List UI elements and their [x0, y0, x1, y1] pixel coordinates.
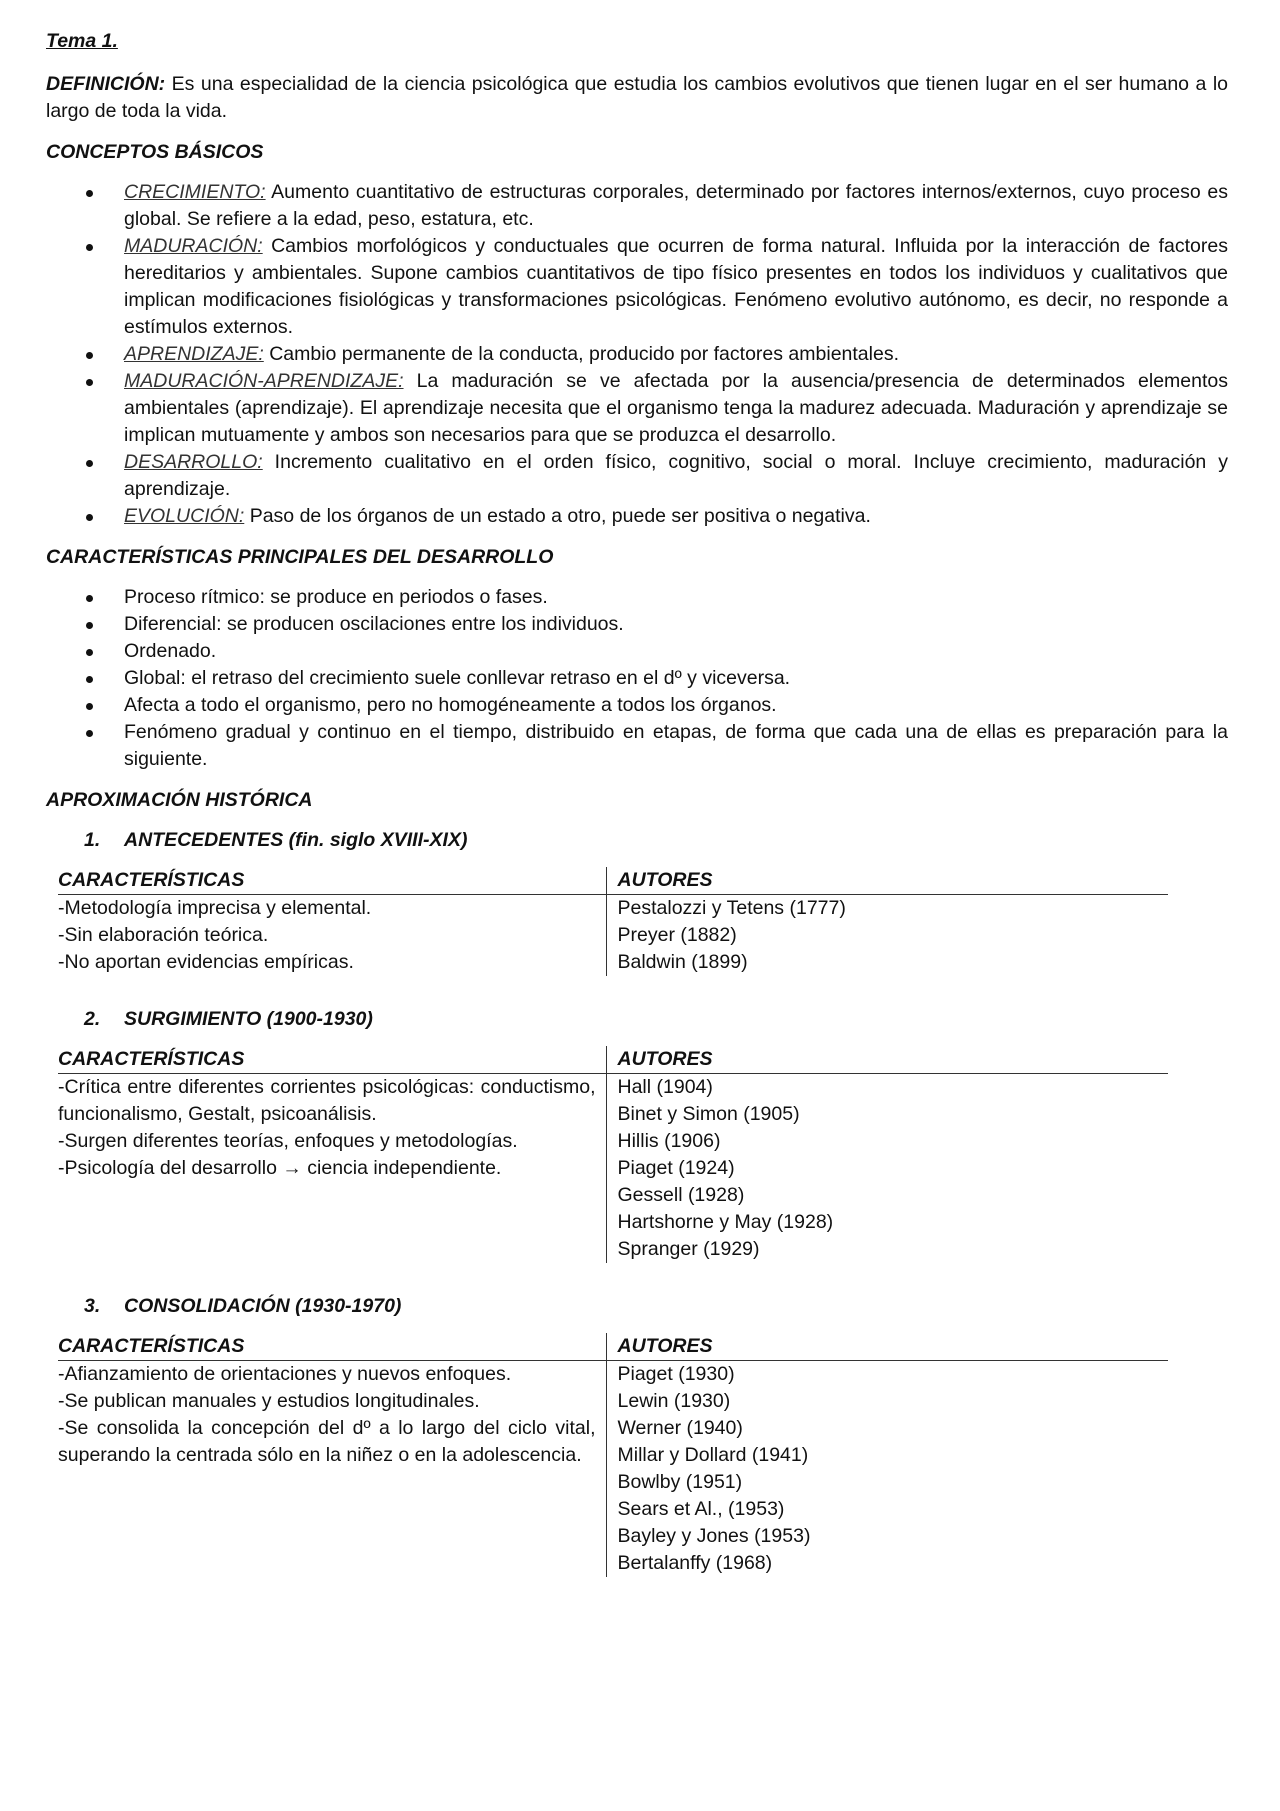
- caracteristicas-heading: CARACTERÍSTICAS PRINCIPALES DEL DESARROLLO: [46, 546, 554, 568]
- author-line: Baldwin (1899): [617, 951, 748, 973]
- section-title: CONSOLIDACIÓN (1930-1970): [124, 1295, 402, 1317]
- history-table: [58, 867, 1168, 976]
- definition-paragraph: [46, 71, 1228, 125]
- author-line: Hillis (1906): [617, 1130, 721, 1152]
- concept-text: Cambio permanente de la conducta, producido por factores ambientales.: [263, 343, 899, 365]
- list-item: [124, 503, 1228, 530]
- feature-line: -Se publican manuales y estudios longitudinales.: [58, 1390, 480, 1412]
- feature-line: -Sin elaboración teórica.: [58, 924, 269, 946]
- concept-term: MADURACIÓN-APRENDIZAJE:: [124, 370, 404, 392]
- list-item: [124, 449, 1228, 503]
- history-section-heading: [46, 1293, 1228, 1320]
- section-number: 1.: [84, 829, 101, 851]
- caracteristicas-list: [46, 584, 1228, 773]
- concept-text: Cambios morfológicos y conductuales que ocurren de forma natural. Influida por la interacción de factores hereditarios y ambientales. Supone cambios cuantitativos de tipo físico presentes en todos los individuos y cualitativos que implican modificaciones fisiológicas y transformaciones psicológicas. Fenómeno evolutivo autónomo, es decir, no responde a estímulos externos.: [124, 235, 1228, 338]
- author-line: Spranger (1929): [617, 1238, 760, 1260]
- list-item: Global: el retraso del crecimiento suele conllevar retraso en el dº y viceversa.: [124, 665, 1228, 692]
- conceptos-heading: CONCEPTOS BÁSICOS: [46, 141, 264, 163]
- document-title: Tema 1.: [46, 30, 118, 52]
- authors-cell: [606, 895, 1168, 977]
- concept-term: APRENDIZAJE:: [124, 343, 264, 365]
- feature-line: -Psicología del desarrollo → ciencia independiente.: [58, 1157, 502, 1179]
- table-row: [58, 1361, 1168, 1578]
- author-line: Sears et Al., (1953): [617, 1498, 785, 1520]
- concept-term: EVOLUCIÓN:: [124, 505, 245, 527]
- author-line: Piaget (1930): [617, 1363, 735, 1385]
- list-item: Ordenado.: [124, 638, 1228, 665]
- author-line: Werner (1940): [617, 1417, 743, 1439]
- list-item: [124, 368, 1228, 449]
- section-number: 3.: [84, 1295, 101, 1317]
- column-header-autores: AUTORES: [606, 1333, 1168, 1361]
- author-line: Millar y Dollard (1941): [617, 1444, 809, 1466]
- concept-term: MADURACIÓN:: [124, 235, 263, 257]
- concept-text: Paso de los órganos de un estado a otro, puede ser positiva o negativa.: [244, 505, 871, 527]
- history-section-heading: [46, 1006, 1228, 1033]
- history-table: [58, 1333, 1168, 1577]
- list-item: Fenómeno gradual y continuo en el tiempo, distribuido en etapas, de forma que cada una de ellas es preparación para la siguiente.: [124, 719, 1228, 773]
- author-line: Bowlby (1951): [617, 1471, 743, 1493]
- author-line: Hall (1904): [617, 1076, 713, 1098]
- features-cell: [58, 1361, 606, 1578]
- history-table: [58, 1046, 1168, 1263]
- feature-line: -Afianzamiento de orientaciones y nuevos enfoques.: [58, 1363, 512, 1385]
- author-line: Bayley y Jones (1953): [617, 1525, 811, 1547]
- list-item: [124, 233, 1228, 341]
- concept-text: Incremento cualitativo en el orden físico, cognitivo, social o moral. Incluye crecimiento, maduración y aprendizaje.: [124, 451, 1228, 500]
- conceptos-list: [46, 179, 1228, 530]
- author-line: Bertalanffy (1968): [617, 1552, 773, 1574]
- section-title: ANTECEDENTES (fin. siglo XVIII-XIX): [124, 829, 468, 851]
- feature-line: -No aportan evidencias empíricas.: [58, 951, 354, 973]
- list-item: Diferencial: se producen oscilaciones entre los individuos.: [124, 611, 1228, 638]
- authors-cell: [606, 1074, 1168, 1264]
- feature-line: -Metodología imprecisa y elemental.: [58, 897, 372, 919]
- column-header-autores: AUTORES: [606, 867, 1168, 895]
- table-row: [58, 895, 1168, 977]
- author-line: Gessell (1928): [617, 1184, 745, 1206]
- author-line: Pestalozzi y Tetens (1777): [617, 897, 846, 919]
- column-header-autores: AUTORES: [606, 1046, 1168, 1074]
- column-header-caracteristicas: CARACTERÍSTICAS: [58, 1333, 606, 1361]
- author-line: Binet y Simon (1905): [617, 1103, 800, 1125]
- list-item: Afecta a todo el organismo, pero no homogéneamente a todos los órganos.: [124, 692, 1228, 719]
- list-item: [124, 179, 1228, 233]
- authors-cell: [606, 1361, 1168, 1578]
- section-title: SURGIMIENTO (1900-1930): [124, 1008, 373, 1030]
- list-item: Proceso rítmico: se produce en periodos o fases.: [124, 584, 1228, 611]
- definition-text: Es una especialidad de la ciencia psicológica que estudia los cambios evolutivos que tienen lugar en el ser humano a lo largo de toda la vida.: [46, 73, 1228, 122]
- history-section-heading: [46, 827, 1228, 854]
- author-line: Preyer (1882): [617, 924, 737, 946]
- history-sections: [46, 827, 1228, 1577]
- list-item: [124, 341, 1228, 368]
- concept-text: Aumento cuantitativo de estructuras corporales, determinado por factores internos/externos, cuyo proceso es global. Se refiere a la edad, peso, estatura, etc.: [124, 181, 1228, 230]
- column-header-caracteristicas: CARACTERÍSTICAS: [58, 867, 606, 895]
- column-header-caracteristicas: CARACTERÍSTICAS: [58, 1046, 606, 1074]
- features-cell: [58, 895, 606, 977]
- feature-line: -Se consolida la concepción del dº a lo largo del ciclo vital, superando la centrada sólo en la niñez o en la adolescencia.: [58, 1417, 596, 1466]
- concept-term: DESARROLLO:: [124, 451, 263, 473]
- author-line: Piaget (1924): [617, 1157, 735, 1179]
- concept-text: La maduración se ve afectada por la ausencia/presencia de determinados elementos ambientales (aprendizaje). El aprendizaje necesita que el organismo tenga la madurez adecuada. Maduración y aprendizaje se implican mutuamente y ambos son necesarios para que se produzca el desarrollo.: [124, 370, 1228, 446]
- feature-line: -Crítica entre diferentes corrientes psicológicas: conductismo, funcionalismo, Gestalt, psicoanálisis.: [58, 1076, 596, 1125]
- concept-term: CRECIMIENTO:: [124, 181, 266, 203]
- section-number: 2.: [84, 1008, 101, 1030]
- definition-label: DEFINICIÓN:: [46, 73, 166, 95]
- table-row: [58, 1074, 1168, 1264]
- author-line: Lewin (1930): [617, 1390, 731, 1412]
- features-cell: [58, 1074, 606, 1264]
- historia-heading: APROXIMACIÓN HISTÓRICA: [46, 789, 313, 811]
- author-line: Hartshorne y May (1928): [617, 1211, 834, 1233]
- feature-line: -Surgen diferentes teorías, enfoques y metodologías.: [58, 1130, 518, 1152]
